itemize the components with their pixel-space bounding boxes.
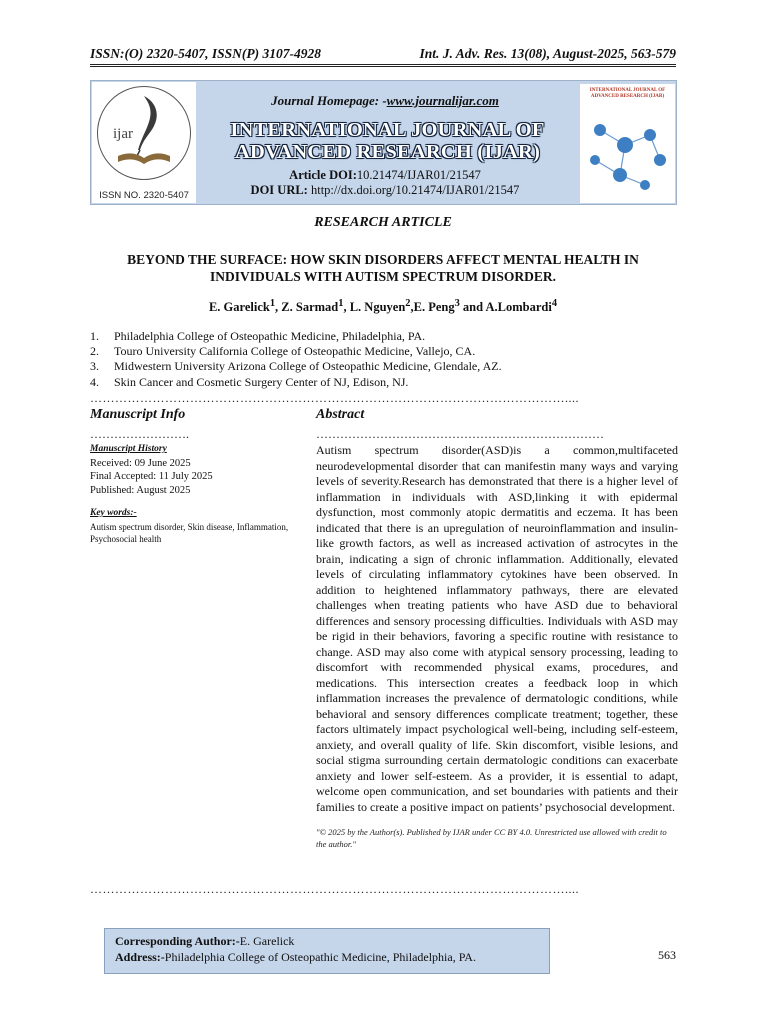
affiliation-item bbox=[90, 329, 676, 344]
affiliation-list bbox=[90, 329, 676, 390]
author-5: A.Lombardi bbox=[485, 300, 552, 315]
affiliation-item bbox=[90, 344, 676, 359]
journal-title bbox=[200, 119, 575, 163]
author-2-sup: 1 bbox=[338, 298, 344, 309]
corresponding-author-name: E. Garelick bbox=[239, 934, 295, 948]
author-1-sup: 1 bbox=[269, 298, 276, 309]
page-number: 563 bbox=[658, 948, 676, 962]
author-list: E. Garelick$^1$, Z. Sarmad$^1$, L. Nguyen$^2$,E. Peng$^3$ and A.Lombardi$^4$ bbox=[208, 298, 558, 315]
abstract-text: Autism spectrum disorder(ASD)is a common,multifaceted neurodevelopmental disorder that can manifestin many ways and varying levels of severity.Research has demonstrated that there is a higher level of inflammation in individuals with ASD,linking it with epidermal dysfunction, most commonly atopic dermatitis and eczema. It has been indicated that there is an upregulation of neuroinflammation and insulin-like growth factors, as well as increased activation of astrocytes in the brain, indicating a sign of chronic inflammation. Additionally, elevated levels of circulating inflammatory cytokines have been observed. In addition to heightened inflammatory pathways, there are elevated challenges when treating patients who have ASD due to behavioral differences and sensory processing difficulties. Individuals with ASD may be rigid in their behaviors, favoring a specific routine with resistance to change. ASD may also come with atypical sensory processing, leading to discomfort with recommended physical exams, procedures, and medications. This intersection creates a feedback loop in which inflammation increases the prevalence of dermatologic conditions, while behavioral and sensory differences complicate treatment; together, these factors ultimately impact psychological well-being, including self-esteem, anxiety, and overall quality of life. Skin discomfort, visible lesions, and social stigma surrounding certain dermatologic conditions can exacerbate anxiety and lower self-esteem. As a provider, it is essential to adapt, welcome open communication, and set boundaries with patients and their families to create a positive impact on patients’ psychosocial development. bbox=[316, 443, 678, 814]
article-type: RESEARCH ARTICLE bbox=[314, 215, 452, 230]
accepted-date: Final Accepted: 11 July 2025 bbox=[90, 471, 213, 482]
header-rule-2 bbox=[90, 66, 676, 67]
cover-title: INTERNATIONAL JOURNAL OF ADVANCED RESEARCH (IJAR) bbox=[589, 88, 666, 99]
corresponding-author-label: Corresponding Author:- bbox=[115, 934, 240, 948]
logo-text: ijar bbox=[113, 126, 133, 142]
corresponding-author-box bbox=[104, 928, 550, 974]
abstract-dots: ……………………………………………………………… bbox=[316, 427, 604, 441]
author-1: E. Garelick bbox=[208, 300, 270, 315]
abstract-heading: Abstract bbox=[316, 407, 365, 422]
history-label: Manuscript History bbox=[90, 444, 167, 454]
header-rule bbox=[90, 64, 676, 65]
affiliation-text: Skin Cancer and Cosmetic Surgery Center of NJ, Edison, NJ. bbox=[114, 374, 409, 389]
keywords-text: Autism spectrum disorder, Skin disease, Inflammation, Psychosocial health bbox=[90, 521, 289, 544]
affiliation-text: Touro University California College of Osteopathic Medicine, Vallejo, CA. bbox=[114, 344, 476, 359]
affiliation-text: Philadelphia College of Osteopathic Medicine, Philadelphia, PA. bbox=[114, 329, 426, 343]
affiliation-item bbox=[90, 375, 676, 390]
article-title: BEYOND THE SURFACE: HOW SKIN DISORDERS AFFECT MENTAL HEALTH IN INDIVIDUALS WITH AUTISM SPECTRUM DISORDER. bbox=[127, 252, 639, 284]
molecule-icon bbox=[580, 100, 675, 200]
author-4: E. Peng bbox=[413, 300, 455, 315]
published-date: Published: August 2025 bbox=[90, 484, 191, 496]
article-doi: 10.21474/IJAR01/21547 bbox=[356, 168, 481, 182]
received-date: Received: 09 June 2025 bbox=[90, 457, 191, 469]
affiliation-number: 1. bbox=[90, 329, 99, 343]
separator-top: …………………………………………………………………………………………………….... bbox=[90, 391, 579, 405]
issn-text: ISSN:(O) 2320-5407, ISSN(P) 3107-4928 bbox=[90, 46, 322, 61]
affiliation-number: 2. bbox=[90, 344, 99, 359]
affiliation-item bbox=[90, 359, 676, 374]
journal-cover-thumbnail bbox=[580, 84, 675, 203]
homepage-label: Journal Homepage: - bbox=[271, 93, 387, 108]
article-doi-label: Article DOI: bbox=[289, 168, 357, 182]
address-label: Address:- bbox=[115, 950, 165, 964]
author-3: L. Nguyen bbox=[349, 300, 406, 315]
issn-number: ISSN NO. 2320-5407 bbox=[99, 190, 189, 201]
journal-title-line2: ADVANCED RESEARCH (IJAR) bbox=[234, 141, 541, 163]
doi-url-label: DOI URL: bbox=[250, 183, 308, 197]
affiliation-text: Midwestern University Arizona College of Osteopathic Medicine, Glendale, AZ. bbox=[114, 359, 502, 374]
affiliation-number: 4. bbox=[90, 374, 99, 389]
running-header bbox=[90, 46, 676, 62]
separator-bottom: …………………………………………………………………………………………………….... bbox=[90, 882, 579, 896]
journal-homepage bbox=[200, 93, 570, 109]
author-3-sup: 2 bbox=[405, 298, 411, 309]
keywords-label: Key words:- bbox=[90, 508, 137, 518]
license-text: "© 2025 by the Author(s). Published by IJAR under CC BY 4.0. Unrestricted use allowed with credit to the author." bbox=[316, 827, 667, 849]
journal-title-line1: INTERNATIONAL JOURNAL OF bbox=[230, 119, 545, 141]
affiliation-number: 3. bbox=[90, 359, 99, 374]
doi-block bbox=[200, 168, 570, 198]
manuscript-info-dots: ……………………. bbox=[90, 427, 189, 441]
citation-text: Int. J. Adv. Res. 13(08), August-2025, 563-579 bbox=[419, 46, 676, 61]
author-5-sup: 4 bbox=[551, 298, 558, 309]
homepage-link[interactable]: www.journalijar.com bbox=[386, 93, 499, 108]
author-4-sup: 3 bbox=[454, 298, 460, 309]
manuscript-info-heading: Manuscript Info bbox=[90, 407, 186, 422]
corresponding-address: Philadelphia College of Osteopathic Medicine, Philadelphia, PA. bbox=[164, 950, 476, 964]
doi-url[interactable]: http://dx.doi.org/10.21474/IJAR01/21547 bbox=[310, 183, 520, 197]
manuscript-info bbox=[90, 443, 290, 545]
author-2: Z. Sarmad bbox=[281, 300, 339, 315]
